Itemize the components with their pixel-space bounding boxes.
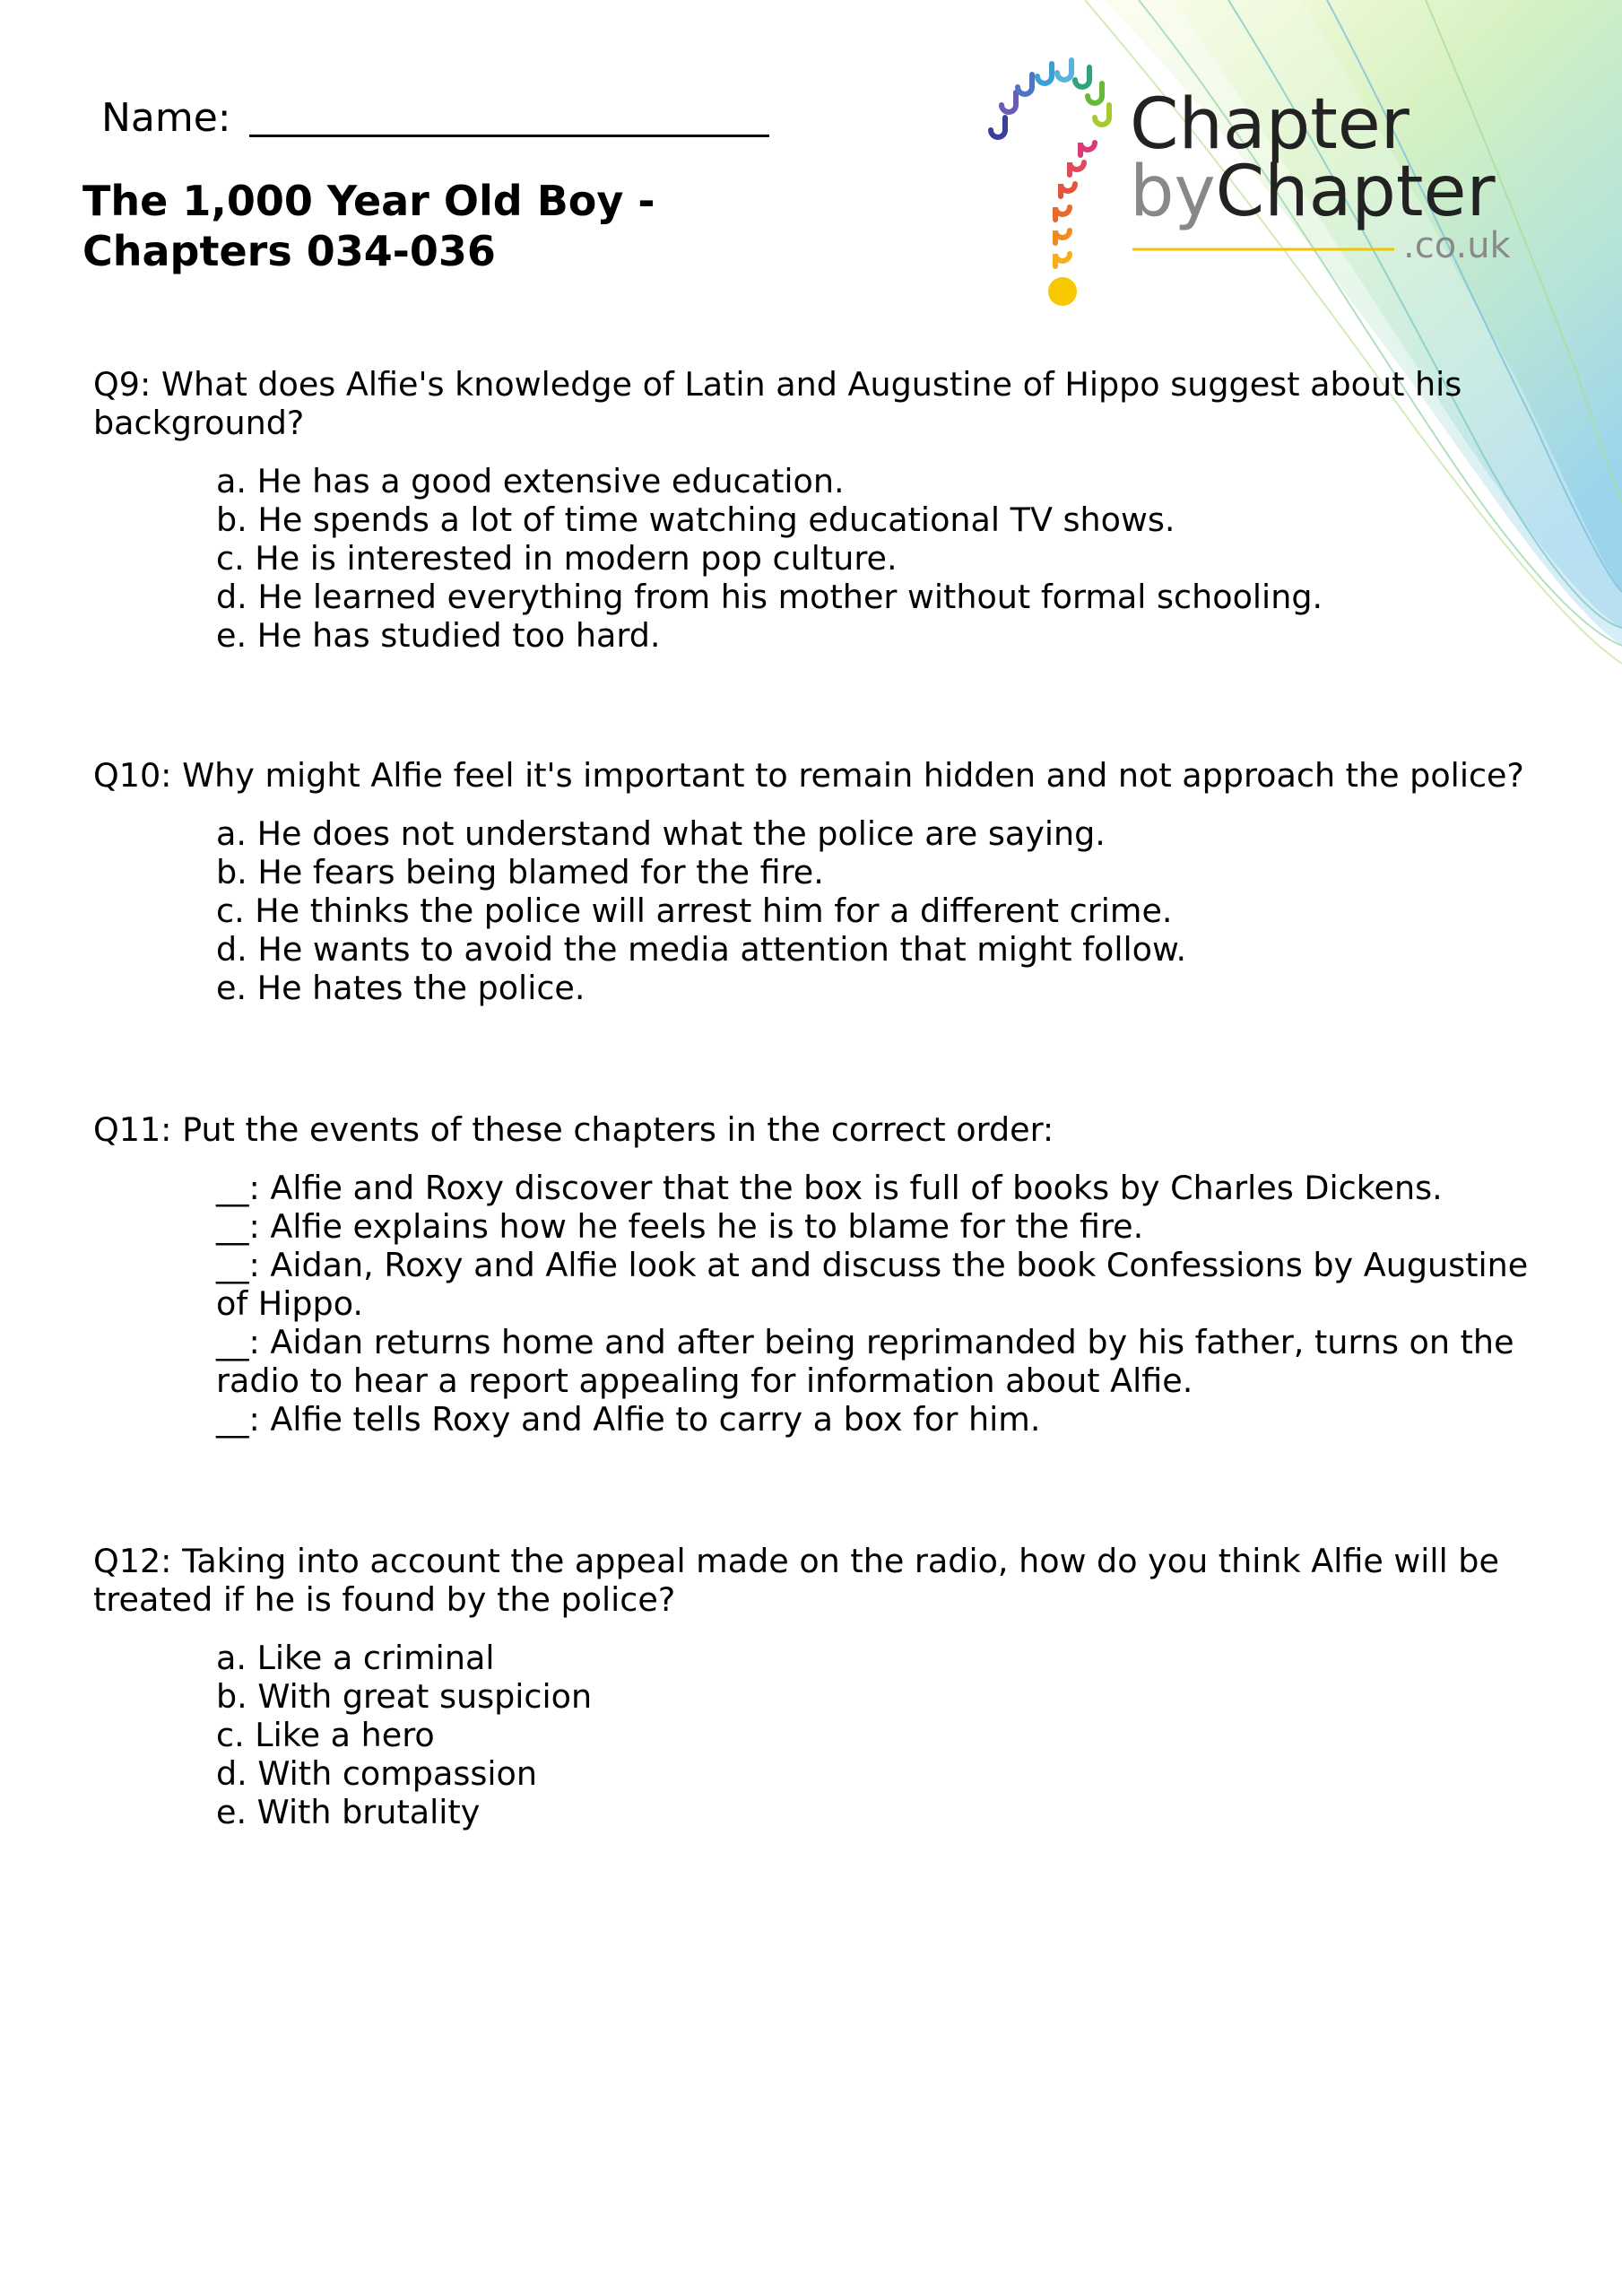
answer-option: b. With great suspicion [216,1677,593,1716]
event-item: __: Aidan, Roxy and Alfie look at and discuss the book Confessions by Augustine of Hippo. [216,1246,1529,1323]
answer-option: a. He has a good extensive education. [216,462,845,500]
question-mark-books-icon [991,60,1109,266]
answer-option: c. He is interested in modern pop culture. [216,539,898,578]
answer-option: c. He thinks the police will arrest him for a different crime. [216,891,1173,930]
event-item: __: Aidan returns home and after being reprimanded by his father, turns on the radio to hear a report appealing for information about Alfie. [216,1323,1514,1400]
logo-word-chapter: Chapter [1130,84,1409,165]
answer-option: d. With compassion [216,1754,537,1793]
answer-option: b. He spends a lot of time watching educational TV shows. [216,500,1175,539]
worksheet-title: The 1,000 Year Old Boy - Chapters 034-036 [82,177,655,275]
logo-domain-suffix: .co.uk [1403,225,1511,266]
answer-option: e. He hates the police. [216,969,585,1007]
question-12 [93,1542,1528,1831]
question-text: Q10: Why might Alfie feel it's important to remain hidden and not approach the police? [93,756,1524,795]
logo-dot [1048,277,1077,306]
question-11 [93,1110,1528,1439]
answer-option: d. He learned everything from his mother without formal schooling. [216,578,1323,616]
logo-word-bychapter: byChapter [1130,152,1496,232]
name-label: Name: [101,95,231,141]
question-text: Q11: Put the events of these chapters in the correct order: [93,1110,1054,1149]
answer-option: b. He fears being blamed for the fire. [216,853,824,891]
answer-options [216,814,1528,1007]
answer-option: a. Like a criminal [216,1639,495,1677]
question-text: Q9: What does Alfie's knowledge of Latin and Augustine of Hippo suggest about his background? [93,365,1462,442]
question-10 [93,756,1528,1007]
question-9 [93,365,1528,655]
answer-option: e. He has studied too hard. [216,616,661,655]
answer-option: c. Like a hero [216,1716,435,1754]
answer-option: a. He does not understand what the police are saying. [216,814,1106,853]
event-item: __: Alfie tells Roxy and Alfie to carry a box for him. [216,1400,1041,1439]
answer-option: e. With brutality [216,1793,481,1831]
chapter-by-chapter-logo [964,49,1538,318]
question-text: Q12: Taking into account the appeal made on the radio, how do you think Alfie will be treated if he is found by the police? [93,1542,1499,1619]
answer-option: d. He wants to avoid the media attention that might follow. [216,930,1187,969]
answer-options [216,462,1528,655]
name-field-row [101,94,769,143]
event-item: __: Alfie explains how he feels he is to blame for the fire. [216,1207,1144,1246]
answer-options [216,1639,1528,1831]
name-blank-line[interactable] [249,135,769,137]
event-order-list [216,1169,1543,1439]
event-item: __: Alfie and Roxy discover that the box is full of books by Charles Dickens. [216,1169,1443,1207]
